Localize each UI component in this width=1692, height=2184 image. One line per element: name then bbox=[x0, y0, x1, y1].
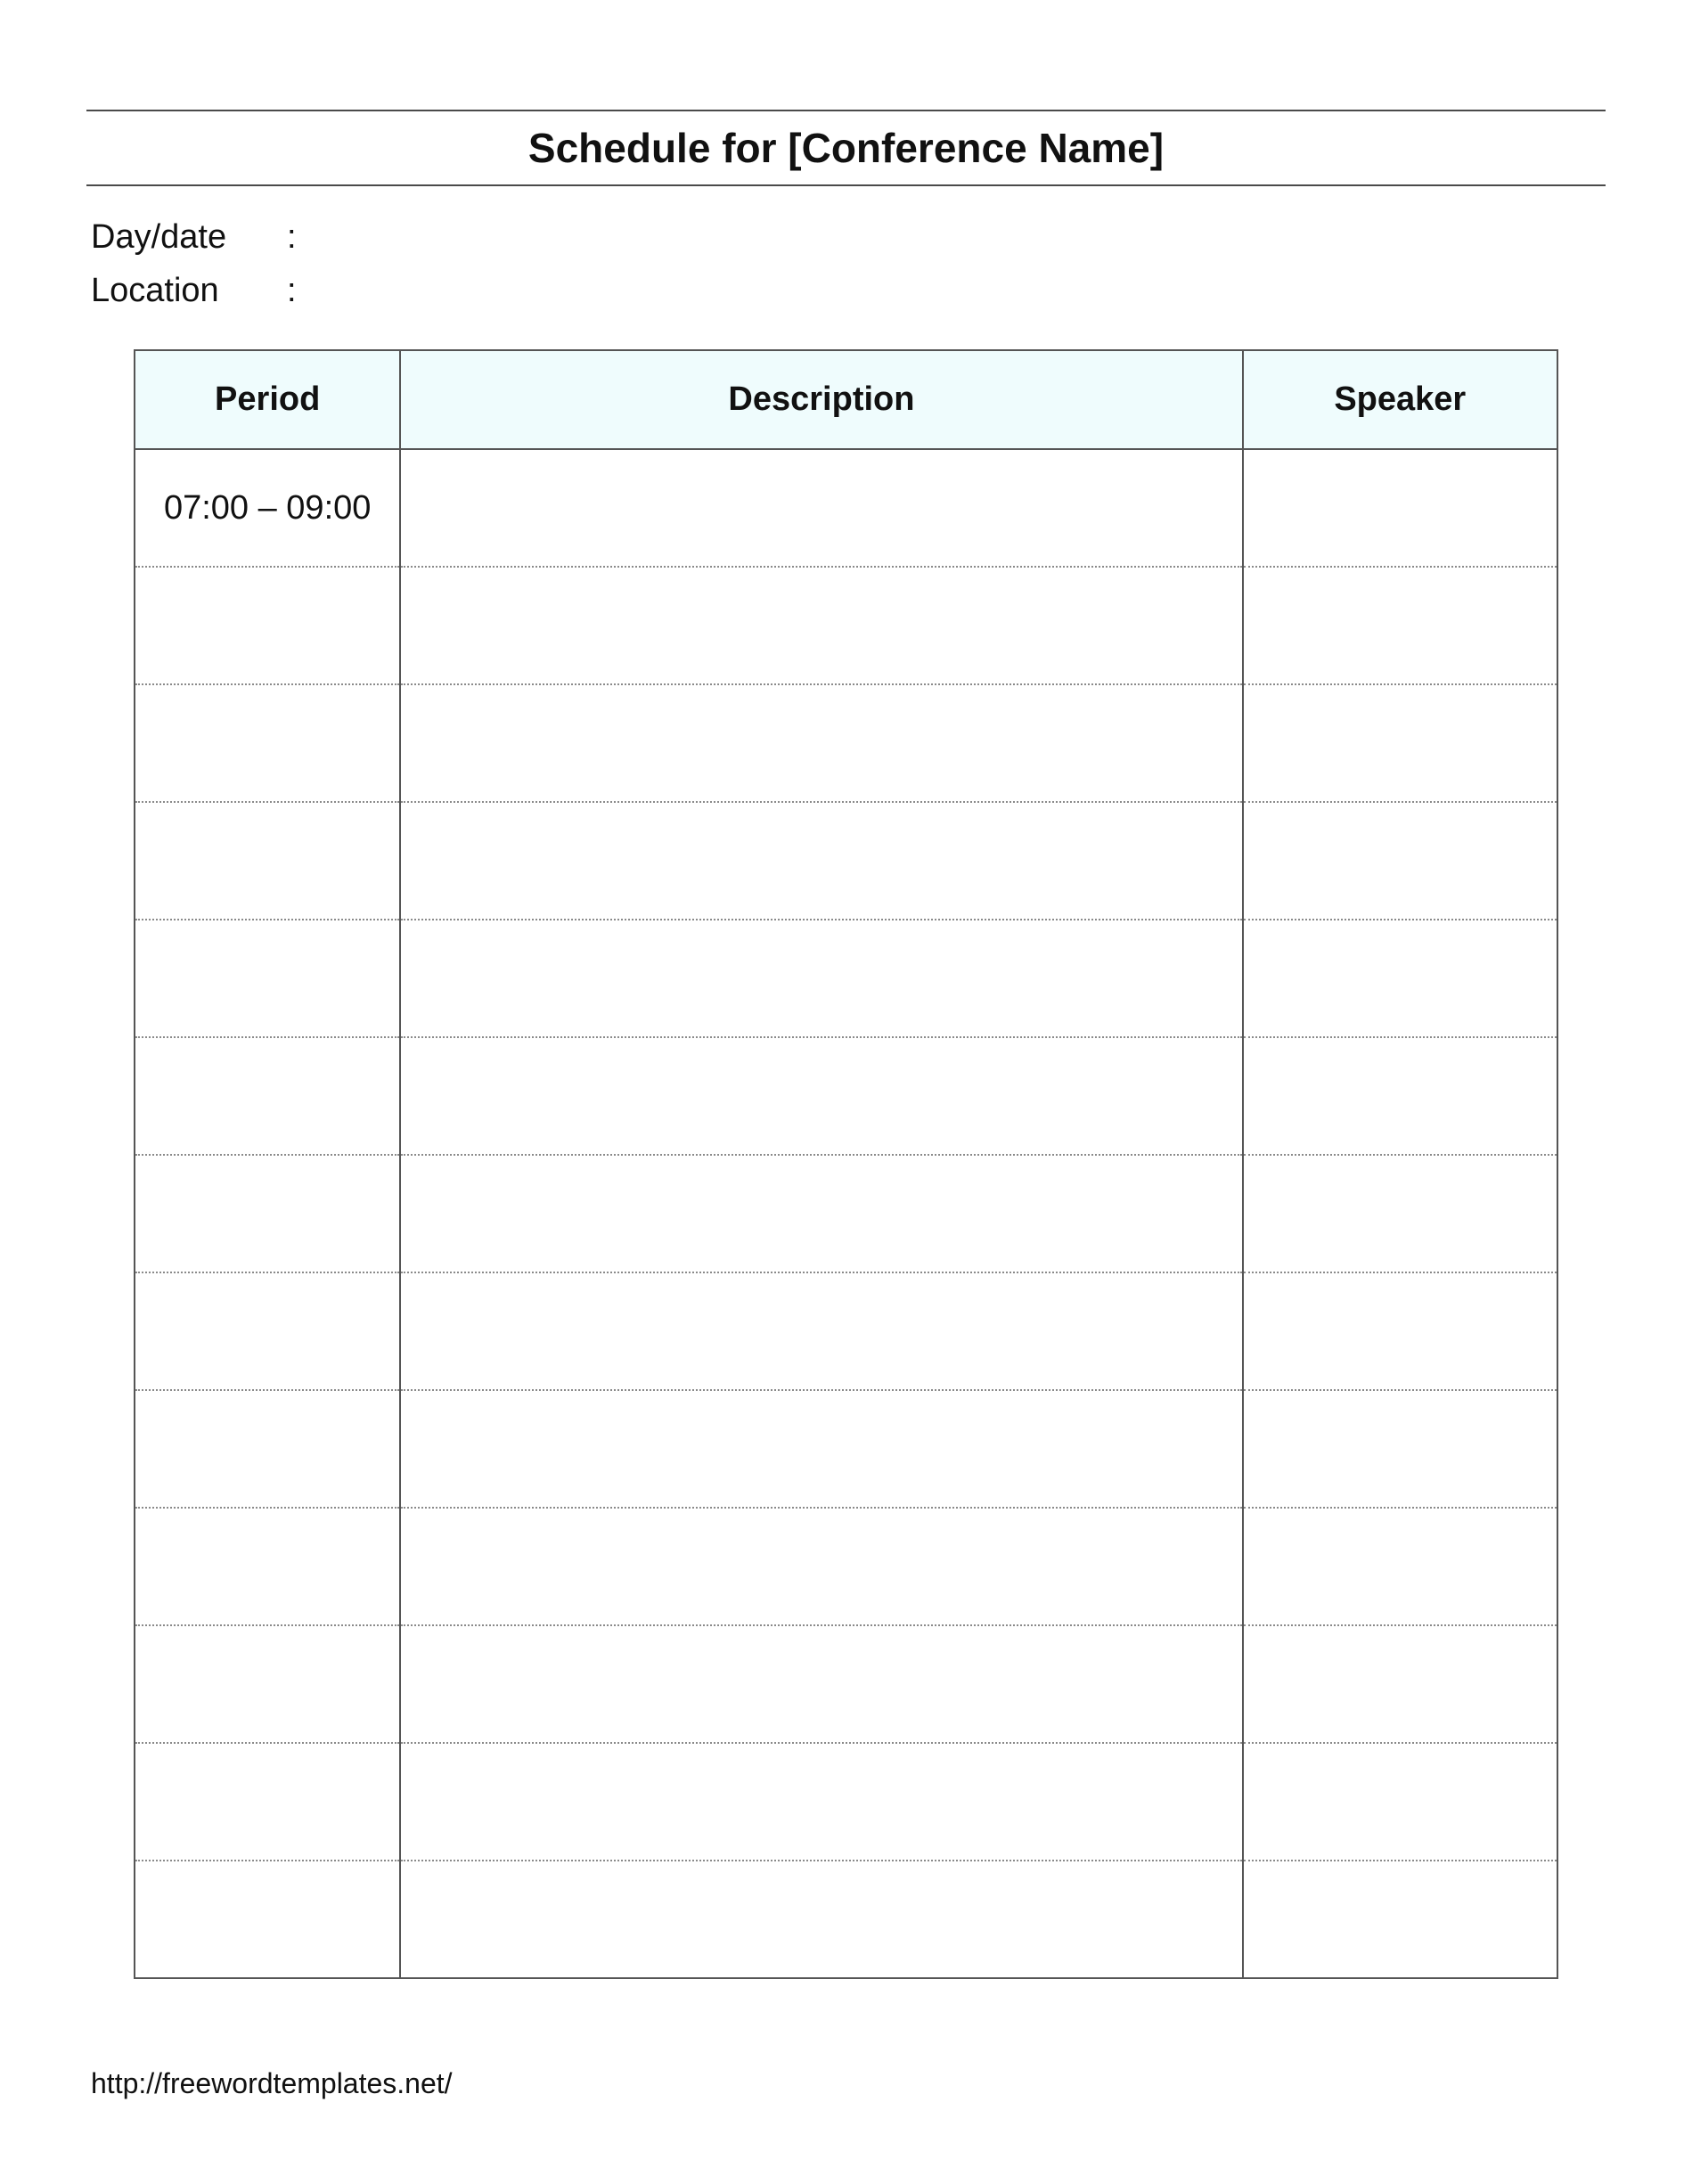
period-cell[interactable] bbox=[135, 1743, 400, 1861]
description-cell[interactable] bbox=[400, 802, 1242, 920]
speaker-cell[interactable] bbox=[1243, 1390, 1557, 1508]
speaker-cell[interactable] bbox=[1243, 1155, 1557, 1272]
table-row bbox=[135, 1390, 1557, 1508]
footer-url: http://freewordtemplates.net/ bbox=[91, 2067, 453, 2099]
period-cell[interactable] bbox=[135, 1272, 400, 1390]
table-row bbox=[135, 1625, 1557, 1743]
location-separator: : bbox=[287, 272, 297, 309]
speaker-cell[interactable] bbox=[1243, 1743, 1557, 1861]
description-cell[interactable] bbox=[400, 1037, 1242, 1155]
speaker-cell[interactable] bbox=[1243, 802, 1557, 920]
table-row bbox=[135, 1155, 1557, 1272]
description-cell[interactable] bbox=[400, 1390, 1242, 1508]
description-cell[interactable] bbox=[400, 1861, 1242, 1978]
table-row bbox=[135, 567, 1557, 684]
speaker-cell[interactable] bbox=[1243, 684, 1557, 802]
day-date-label: Day/date bbox=[91, 218, 227, 256]
description-cell[interactable] bbox=[400, 449, 1242, 567]
period-cell[interactable] bbox=[135, 1037, 400, 1155]
table-row bbox=[135, 1743, 1557, 1861]
description-cell[interactable] bbox=[400, 567, 1242, 684]
description-cell[interactable] bbox=[400, 1625, 1242, 1743]
title-top-rule bbox=[86, 110, 1606, 111]
description-cell[interactable] bbox=[400, 1508, 1242, 1625]
schedule-table bbox=[134, 349, 1558, 1979]
period-cell[interactable] bbox=[135, 1508, 400, 1625]
speaker-cell[interactable] bbox=[1243, 1272, 1557, 1390]
description-column-header: Description bbox=[400, 350, 1242, 449]
speaker-cell[interactable] bbox=[1243, 1037, 1557, 1155]
period-cell[interactable] bbox=[135, 1625, 400, 1743]
period-cell[interactable] bbox=[135, 1390, 400, 1508]
period-cell[interactable] bbox=[135, 1861, 400, 1978]
description-cell[interactable] bbox=[400, 1272, 1242, 1390]
speaker-cell[interactable] bbox=[1243, 1861, 1557, 1978]
table-header-row bbox=[135, 350, 1557, 449]
speaker-cell[interactable] bbox=[1243, 449, 1557, 567]
description-cell[interactable] bbox=[400, 920, 1242, 1037]
location-label: Location bbox=[91, 272, 219, 309]
table-row bbox=[135, 684, 1557, 802]
page-title: Schedule for [Conference Name] bbox=[527, 125, 1165, 171]
description-cell[interactable] bbox=[400, 1155, 1242, 1272]
period-column-header: Period bbox=[135, 350, 400, 449]
speaker-cell[interactable] bbox=[1243, 1508, 1557, 1625]
table-row bbox=[135, 1037, 1557, 1155]
day-date-separator: : bbox=[287, 218, 297, 256]
speaker-cell[interactable] bbox=[1243, 567, 1557, 684]
speaker-column-header: Speaker bbox=[1243, 350, 1557, 449]
day-date-field bbox=[91, 214, 305, 260]
description-cell[interactable] bbox=[400, 684, 1242, 802]
period-cell[interactable] bbox=[135, 802, 400, 920]
location-field bbox=[91, 267, 305, 314]
speaker-cell[interactable] bbox=[1243, 1625, 1557, 1743]
description-cell[interactable] bbox=[400, 1743, 1242, 1861]
title-bottom-rule bbox=[86, 184, 1606, 186]
table-row bbox=[135, 449, 1557, 567]
period-cell[interactable] bbox=[135, 920, 400, 1037]
period-cell[interactable] bbox=[135, 567, 400, 684]
table-row bbox=[135, 802, 1557, 920]
table-row bbox=[135, 1861, 1557, 1978]
period-cell[interactable]: 07:00 – 09:00 bbox=[135, 449, 400, 567]
table-row bbox=[135, 920, 1557, 1037]
table-row bbox=[135, 1508, 1557, 1625]
period-cell[interactable] bbox=[135, 1155, 400, 1272]
period-cell[interactable] bbox=[135, 684, 400, 802]
table-row bbox=[135, 1272, 1557, 1390]
speaker-cell[interactable] bbox=[1243, 920, 1557, 1037]
